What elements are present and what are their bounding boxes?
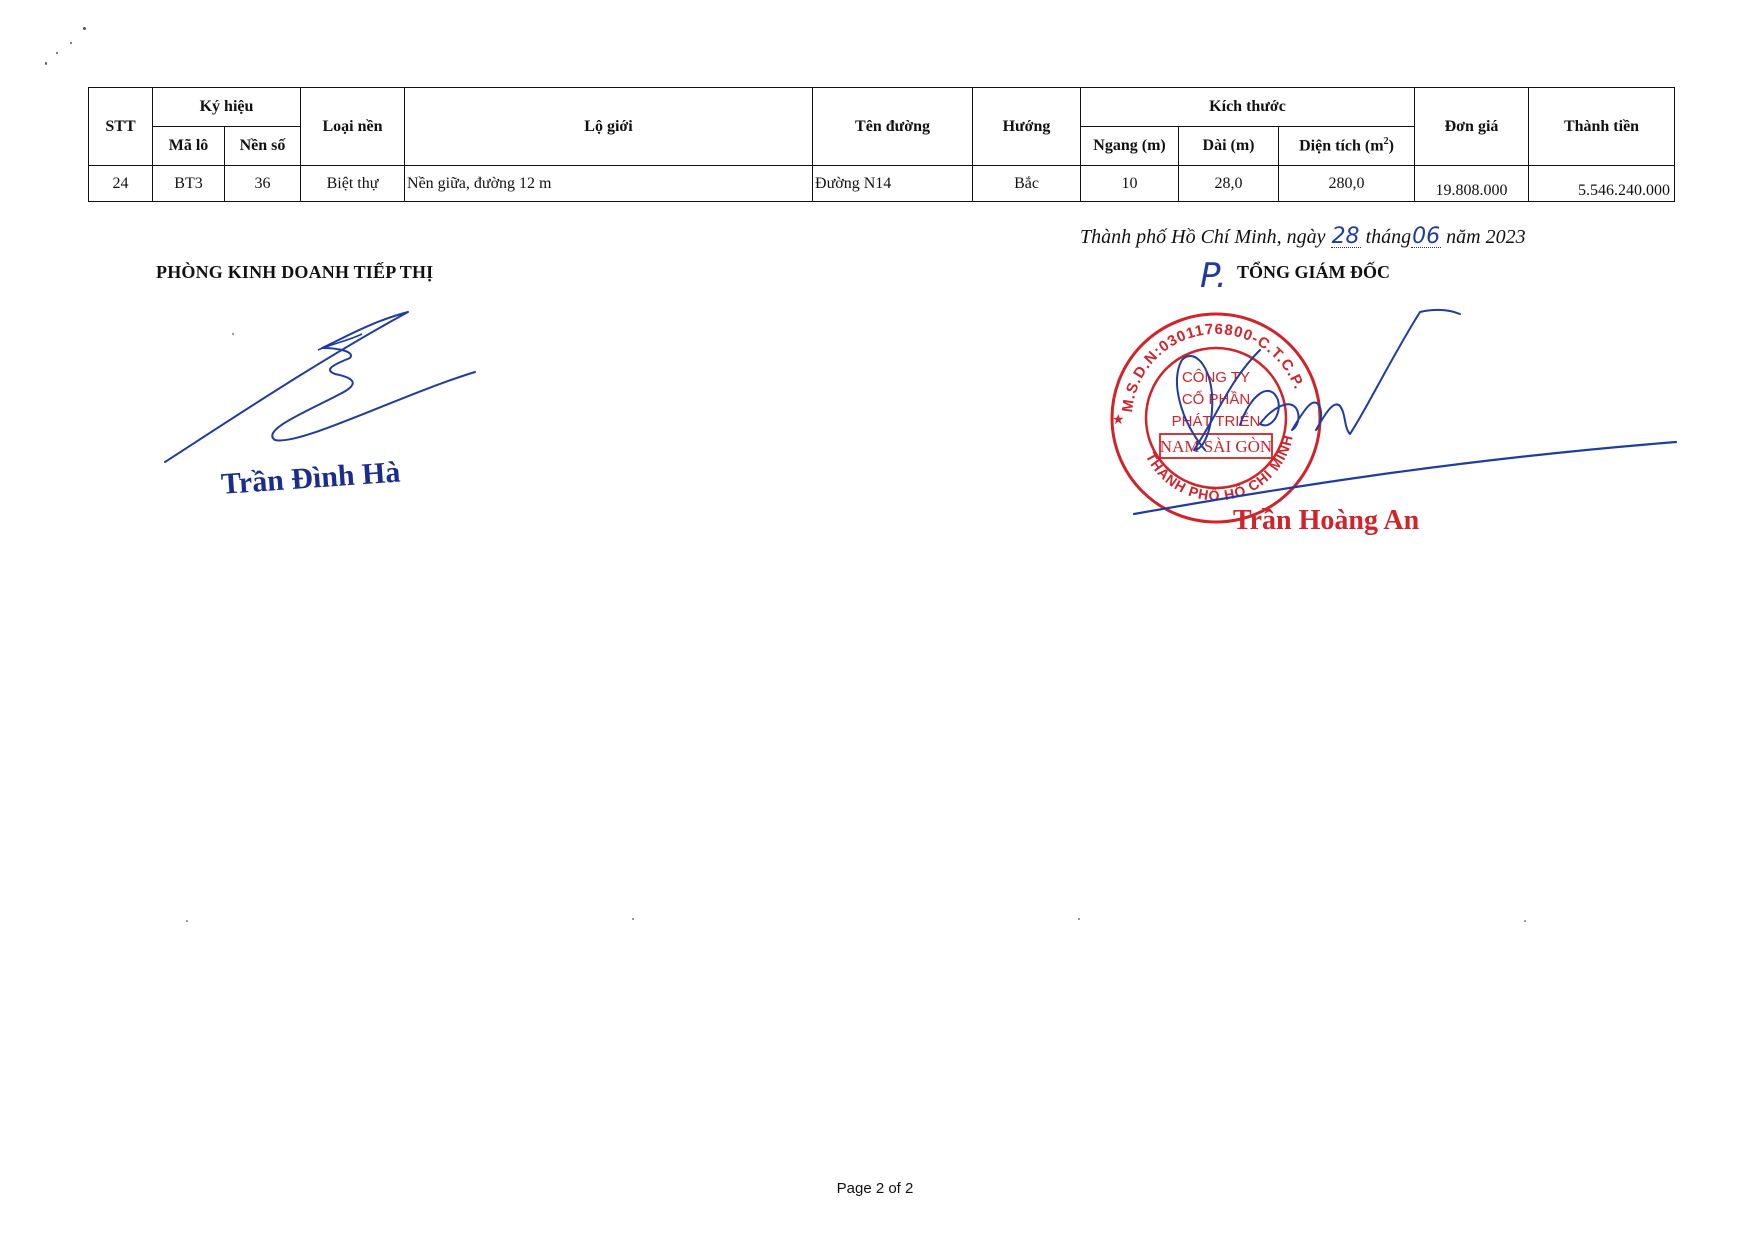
cell-thanh-tien: 5.546.240.000 [1529, 166, 1675, 202]
stamp-outer-text: M.S.D.N:0301176800-C.T.C.P. [1119, 320, 1308, 414]
scan-dot [1078, 918, 1080, 920]
cell-nen-so: 36 [225, 166, 301, 202]
scan-dot [186, 920, 188, 922]
left-signature [150, 300, 490, 470]
lot-price-table [88, 87, 1675, 202]
director-title: TỔNG GIÁM ĐỐC [1237, 262, 1390, 282]
cell-ten-duong: Đường N14 [813, 166, 973, 202]
header-thanh-tien: Thành tiền [1529, 88, 1675, 166]
left-signatory-name: Trần Đình Hà [220, 455, 402, 501]
stamp-line-1: CÔNG TY [1181, 369, 1251, 386]
scan-dot [232, 333, 234, 335]
header-dien-tich: Diện tích $(m^2)$ [1279, 127, 1415, 166]
scan-dot [1524, 920, 1526, 922]
stamp-line-4: NAM SÀI GÒN [1159, 437, 1273, 456]
cell-huong: Bắc [973, 166, 1081, 202]
scan-speck [56, 52, 58, 54]
stamp-line-2: CỔ PHẦN [1181, 391, 1251, 408]
table-row [89, 166, 1675, 202]
date-month: 06 [1412, 224, 1441, 249]
scan-dot [632, 918, 634, 920]
header-dai: Dài (m) [1179, 127, 1279, 166]
table-header-row [89, 88, 1675, 127]
cell-lo-gioi: Nền giữa, đường 12 m [405, 166, 813, 202]
header-kich-thuoc: Kích thước [1081, 88, 1415, 127]
scan-speck [83, 27, 86, 30]
stamp-bottom-text: THÀNH PHỐ HỒ CHÍ MINH [1142, 432, 1296, 504]
cell-dien-tich: 280,0 [1279, 166, 1415, 202]
cell-ma-lo: BT3 [153, 166, 225, 202]
header-loai-nen: Loại nền [301, 88, 405, 166]
page-footer: Page 2 of 2 [836, 1180, 914, 1197]
right-signatory-name: Trần Hoàng An [1233, 505, 1420, 536]
proxy-mark: P. [1200, 256, 1227, 296]
stamp-line-3: PHÁT TRIỂN [1171, 413, 1261, 430]
scan-speck [45, 62, 47, 65]
header-ngang: Ngang (m) [1081, 127, 1179, 166]
date-year: năm 2023 [1446, 226, 1526, 248]
date-line [1080, 226, 1526, 249]
cell-ngang: 10 [1081, 166, 1179, 202]
header-don-gia: Đơn giá [1415, 88, 1529, 166]
header-stt: STT [89, 88, 153, 166]
date-prefix: Thành phố Hồ Chí Minh, ngày [1080, 226, 1326, 248]
date-day: 28 [1331, 224, 1360, 249]
date-month-label: tháng [1365, 226, 1412, 248]
header-ten-duong: Tên đường [813, 88, 973, 166]
scan-speck [70, 42, 72, 44]
cell-stt: 24 [89, 166, 153, 202]
header-ky-hieu: Ký hiệu [153, 88, 301, 127]
header-nen-so: Nền số [225, 127, 301, 166]
department-title: PHÒNG KINH DOANH TIẾP THỊ [156, 262, 434, 282]
right-signature [1120, 300, 1680, 530]
cell-dai: 28,0 [1179, 166, 1279, 202]
stamp-star-icon: ★ [1112, 413, 1125, 428]
header-huong: Hướng [973, 88, 1081, 166]
cell-don-gia: 19.808.000 [1415, 166, 1529, 202]
cell-loai-nen: Biệt thự [301, 166, 405, 202]
header-lo-gioi: Lộ giới [405, 88, 813, 166]
header-ma-lo: Mã lô [153, 127, 225, 166]
